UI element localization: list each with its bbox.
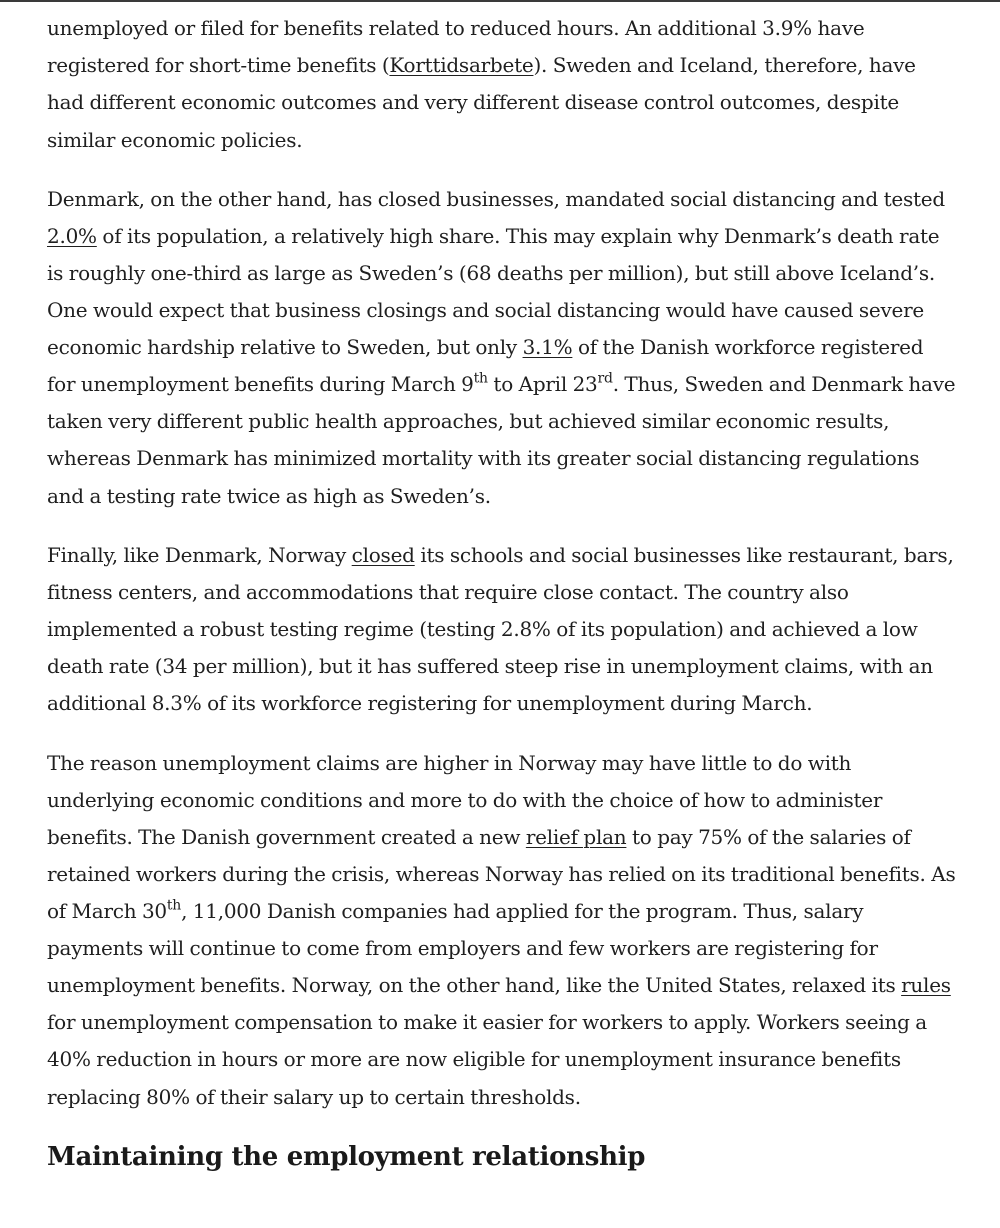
- norway-closed-link[interactable]: closed: [351, 542, 415, 567]
- ordinal-suffix: th: [166, 897, 182, 914]
- danish-unemployment-link[interactable]: 3.1%: [522, 335, 573, 360]
- section-heading: Maintaining the employment relationship: [47, 1141, 646, 1172]
- relief-plan-link[interactable]: relief plan: [525, 824, 627, 849]
- paragraph-sweden-iceland: [47, 10, 957, 159]
- rules-link[interactable]: rules: [901, 973, 951, 998]
- article-body: [47, 10, 957, 1176]
- text: of the Danish workforce registered for unemployment benefits during March 9: [47, 335, 924, 397]
- text: of its population, a relatively high share. This may explain why Denmark’s death rate is roughly one-third as large as Sweden’s (68 deaths per million), but still above Iceland’s. One would expect that business closings and social distancing would have caused severe economic hardship relative to Sweden, but only: [47, 223, 940, 360]
- text: for unemployment compensation to make it easier for workers to apply. Workers seeing a 40% reduction in hours or more are now eligible for unemployment insurance benefits replacing 80% of their salary up to certain thresholds.: [47, 1010, 927, 1109]
- text: , 11,000 Danish companies had applied for the program. Thus, salary payments will continue to come from employers and few workers are registering for unemployment benefits. Norway, on the other hand, like the United States, relaxed its: [47, 899, 902, 998]
- denmark-testing-link[interactable]: 2.0%: [47, 223, 97, 248]
- top-divider: [0, 0, 1000, 2]
- paragraph-denmark: [47, 181, 957, 515]
- text: ). Sweden and Iceland, therefore, have had different economic outcomes and very different disease control outcomes, despite similar economic policies.: [47, 53, 916, 152]
- paragraph-unemployment-claims: [47, 745, 957, 1116]
- text: its schools and social businesses like restaurant, bars, fitness centers, and accommodations that require close contact. The country also implemented a robust testing regime (testing 2.8% of its population) and achieved a low death rate (34 per million), but it has suffered steep rise in unemployment claims, with an additional 8.3% of its workforce registering for unemployment during March.: [47, 542, 954, 716]
- text: to pay 75% of the salaries of retained workers during the crisis, whereas Norway has relied on its traditional benefits. As of March 30: [47, 824, 956, 924]
- ordinal-suffix: th: [473, 370, 488, 387]
- paragraph-norway: [47, 537, 957, 723]
- text: The reason unemployment claims are higher in Norway may have little to do with underlying economic conditions and more to do with the choice of how to administer benefits. The Danish government created a new: [47, 750, 883, 849]
- text: to April 23: [487, 372, 598, 397]
- text: Denmark, on the other hand, has closed businesses, mandated social distancing and tested: [47, 186, 945, 211]
- korttidsarbete-link[interactable]: Korttidsarbete: [389, 53, 534, 78]
- text: Finally, like Denmark, Norway: [47, 542, 352, 567]
- text: . Thus, Sweden and Denmark have taken very different public health approaches, but achieved similar economic results, whereas Denmark has minimized mortality with its greater social distancing regulations and a testing rate twice as high as Sweden’s.: [47, 372, 956, 508]
- text: unemployed or filed for benefits related to reduced hours. An additional 3.9% have registered for short-time benefits (: [47, 16, 865, 78]
- ordinal-suffix: rd: [597, 370, 613, 387]
